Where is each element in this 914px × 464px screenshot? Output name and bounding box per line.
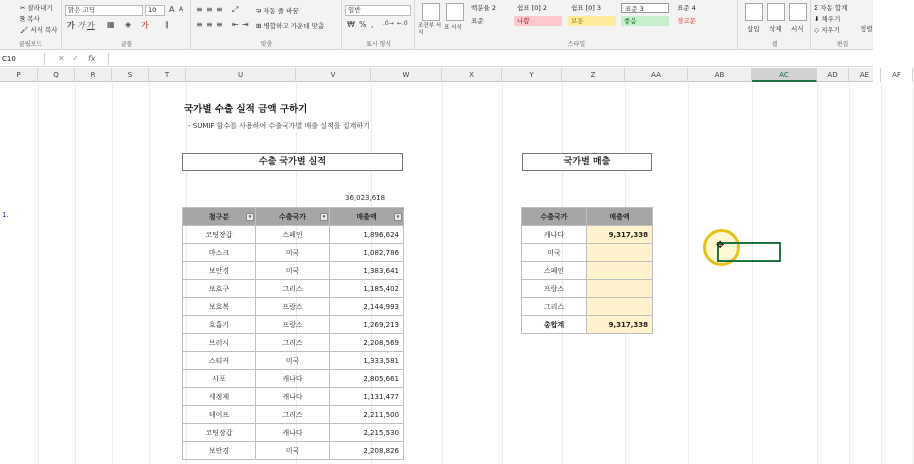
table-cell[interactable]: 9,317,338: [587, 226, 653, 244]
number-format-value: 일반: [348, 6, 361, 14]
table-cell[interactable]: 코팅장갑: [183, 226, 256, 244]
clear-label: 지우기: [821, 26, 840, 34]
table-cell[interactable]: 미국: [256, 442, 330, 460]
left-marker: 1.: [2, 211, 9, 219]
gridline: [112, 83, 113, 464]
sheet-title[interactable]: 국가별 수출 실적 금액 구하기: [184, 104, 308, 115]
country-sales-header: [522, 208, 653, 226]
export-header-cell[interactable]: [330, 208, 404, 226]
fill-label: 채우기: [821, 15, 841, 23]
table-cell[interactable]: 스페인: [256, 226, 330, 244]
sort-button[interactable]: 정렬: [860, 25, 873, 33]
gridline: [752, 83, 753, 464]
table-cell[interactable]: 브러시: [183, 334, 256, 352]
number-group: [343, 0, 415, 50]
column-header[interactable]: T: [149, 68, 186, 82]
table-cell[interactable]: 1,082,786: [330, 244, 404, 262]
formula-input[interactable]: [108, 53, 873, 65]
column-header-row: [0, 68, 901, 82]
table-cell[interactable]: 2,208,569: [330, 334, 404, 352]
table-row: [183, 244, 404, 262]
insert-function-icon[interactable]: fx: [88, 54, 96, 63]
table-cell[interactable]: 보안경: [183, 262, 256, 280]
table-cell[interactable]: 그리스: [256, 406, 330, 424]
table-cell[interactable]: 1,383,641: [330, 262, 404, 280]
table-cell[interactable]: 캐나다: [256, 388, 330, 406]
format-label[interactable]: 서식: [791, 25, 804, 33]
italic-icon[interactable]: 가: [77, 21, 85, 30]
table-cell[interactable]: 세정제: [183, 388, 256, 406]
clear-button[interactable]: ◇ 지우기: [814, 26, 840, 34]
wrap-text-button[interactable]: ⮒ 자동 줄 바꿈: [256, 7, 299, 15]
table-row: [522, 226, 653, 244]
export-header-cell[interactable]: [256, 208, 330, 226]
font-size-dropdown[interactable]: [145, 5, 165, 16]
table-cell[interactable]: 보호구: [183, 280, 256, 298]
export-header-label: 수출국가: [278, 212, 307, 221]
font-color-icon[interactable]: 가: [141, 21, 149, 30]
filter-dropdown-icon[interactable]: ▾: [394, 213, 402, 221]
table-cell[interactable]: 1,269,213: [330, 316, 404, 334]
column-header[interactable]: U: [186, 68, 296, 82]
gridline: [38, 83, 39, 464]
format-painter-button[interactable]: 🖌 서식 복사: [20, 26, 58, 34]
table-cell[interactable]: 보호복: [183, 298, 256, 316]
country-sales-table: [521, 207, 653, 334]
table-row: [183, 442, 404, 460]
font-size-value: 10: [148, 6, 157, 14]
table-row: [183, 406, 404, 424]
table-cell[interactable]: 캐나다: [256, 370, 330, 388]
font-group: [63, 0, 191, 50]
table-row: [183, 424, 404, 442]
gridline: [688, 83, 689, 464]
export-table-header: [183, 208, 404, 226]
enter-icon[interactable]: ✓: [72, 54, 79, 63]
style-cell[interactable]: 쉼표 [0] 2: [514, 3, 562, 13]
column-header[interactable]: W: [371, 68, 442, 82]
table-cell[interactable]: 미국: [256, 244, 330, 262]
align-center-icon[interactable]: ≡: [206, 20, 213, 29]
export-header-label: 매출액: [356, 212, 377, 221]
table-row: [522, 316, 653, 334]
table-cell[interactable]: 1,333,581: [330, 352, 404, 370]
delete-icon[interactable]: [767, 3, 785, 21]
column-header[interactable]: AB: [688, 68, 752, 82]
table-cell[interactable]: 2,208,826: [330, 442, 404, 460]
cells-group: [739, 0, 811, 50]
number-format-dropdown[interactable]: [345, 5, 411, 16]
column-header[interactable]: X: [442, 68, 502, 82]
column-header[interactable]: R: [75, 68, 112, 82]
format-painter-label: 서식 복사: [30, 26, 58, 34]
gridline: [442, 83, 443, 464]
table-row: [183, 334, 404, 352]
style-cell[interactable]: 표준 4: [674, 3, 722, 13]
table-cell[interactable]: 그리스: [256, 280, 330, 298]
gridline: [149, 83, 150, 464]
table-cell[interactable]: 1,185,402: [330, 280, 404, 298]
gridline: [817, 83, 818, 464]
gridline: [75, 83, 76, 464]
table-cell[interactable]: 보안경: [183, 442, 256, 460]
table-row: [522, 244, 653, 262]
align-right-icon[interactable]: ≡: [216, 20, 223, 29]
gridline: [502, 83, 503, 464]
grow-font-icon[interactable]: A: [169, 5, 175, 14]
table-cell[interactable]: 코팅장갑: [183, 424, 256, 442]
table-cell[interactable]: 총합계: [522, 316, 587, 334]
worksheet-grid[interactable]: [0, 83, 873, 464]
style-cell[interactable]: 백분율 2: [468, 3, 516, 13]
autosum-button[interactable]: Σ 자동 합계: [814, 4, 848, 12]
table-cell[interactable]: 호흡기: [183, 316, 256, 334]
gridline: [849, 83, 850, 464]
accounting-icon[interactable]: ₩: [347, 20, 355, 29]
column-header[interactable]: P: [0, 68, 38, 82]
orientation-icon[interactable]: ⤢: [232, 5, 239, 14]
insert-label[interactable]: 삽입: [747, 25, 760, 33]
table-cell[interactable]: [587, 298, 653, 316]
column-header[interactable]: S: [112, 68, 149, 82]
conditional-format-label[interactable]: 조건부 서식: [418, 23, 442, 36]
export-table: [182, 207, 404, 460]
editing-group-label: 편집: [836, 41, 849, 48]
table-row: [183, 316, 404, 334]
insert-icon[interactable]: [745, 3, 763, 21]
font-name-dropdown[interactable]: [65, 5, 143, 16]
cut-button[interactable]: ✂ 잘라내기: [20, 4, 53, 12]
table-row: [183, 370, 404, 388]
table-cell[interactable]: 그리스: [522, 298, 587, 316]
delete-label[interactable]: 삭제: [769, 25, 782, 33]
table-cell[interactable]: 2,805,661: [330, 370, 404, 388]
column-header[interactable]: AE: [849, 68, 881, 82]
align-middle-icon[interactable]: ≡: [206, 5, 213, 14]
clipboard-group-label: 클립보드: [18, 41, 43, 48]
number-group-label: 표시 형식: [365, 41, 392, 48]
left-box-title[interactable]: 수출 국가별 실적: [182, 153, 403, 171]
table-cell[interactable]: 테이프: [183, 406, 256, 424]
table-cell[interactable]: 프랑스: [256, 316, 330, 334]
table-cell[interactable]: 캐나다: [522, 226, 587, 244]
table-cell[interactable]: 미국: [522, 244, 587, 262]
alignment-group: [192, 0, 342, 50]
column-header[interactable]: Z: [562, 68, 625, 82]
merge-center-label: 병합하고 가운데 맞춤: [263, 22, 325, 30]
merge-center-button[interactable]: ⊞ 병합하고 가운데 맞춤: [256, 22, 325, 30]
table-cell[interactable]: [587, 280, 653, 298]
styles-group: [416, 0, 738, 50]
sales-header-cell[interactable]: 수출국가: [522, 208, 587, 226]
style-cell[interactable]: 나쁨: [514, 16, 562, 26]
indent-increase-icon[interactable]: ⇥: [242, 20, 249, 29]
table-cell[interactable]: 프랑스: [256, 298, 330, 316]
table-row: [522, 280, 653, 298]
table-cell[interactable]: 1,131,477: [330, 388, 404, 406]
table-cell[interactable]: 스티커: [183, 352, 256, 370]
table-row: [183, 280, 404, 298]
autosum-label: 자동 합계: [820, 4, 848, 12]
table-cell[interactable]: 미국: [256, 352, 330, 370]
align-top-icon[interactable]: ≡: [196, 5, 203, 14]
font-name-value: 맑은 고딕: [68, 6, 96, 14]
style-cell[interactable]: 표준 3: [621, 3, 669, 13]
style-cell[interactable]: 좋음: [621, 16, 669, 26]
cut-label: 잘라내기: [27, 4, 53, 12]
font-group-label: 글꼴: [120, 41, 133, 48]
column-header[interactable]: AA: [625, 68, 688, 82]
selected-cell[interactable]: [717, 242, 781, 262]
sales-header-cell[interactable]: 매출액: [587, 208, 653, 226]
percent-icon[interactable]: %: [359, 20, 367, 29]
copy-button[interactable]: ⎘ 복사: [20, 15, 40, 23]
table-row: [183, 352, 404, 370]
wrap-text-label: 자동 줄 바꿈: [263, 7, 299, 15]
bold-icon[interactable]: 가: [67, 21, 75, 30]
border-icon[interactable]: ▦: [107, 20, 115, 29]
table-cell[interactable]: 그리스: [256, 334, 330, 352]
table-cell[interactable]: 9,317,338: [587, 316, 653, 334]
underline-icon[interactable]: 가: [87, 21, 95, 30]
styles-group-label: 스타일: [567, 41, 586, 48]
export-header-label: 철구분: [208, 212, 230, 221]
table-cell[interactable]: 사포: [183, 370, 256, 388]
style-cell[interactable]: 경고문: [674, 16, 722, 26]
sheet-subtitle[interactable]: - SUMIF 함수를 사용하여 수출국가별 매출 실적을 집계하기: [188, 122, 370, 130]
cancel-icon[interactable]: ✕: [58, 54, 65, 63]
table-row: [183, 262, 404, 280]
editing-group: [812, 0, 873, 50]
column-header[interactable]: AF: [881, 68, 913, 82]
column-header[interactable]: V: [296, 68, 371, 82]
column-header[interactable]: AD: [817, 68, 849, 82]
style-cell[interactable]: 표준: [468, 16, 516, 26]
column-header[interactable]: Y: [502, 68, 562, 82]
align-left-icon[interactable]: ≡: [196, 20, 203, 29]
table-row: [183, 388, 404, 406]
cells-group-label: 셀: [771, 41, 778, 48]
column-header[interactable]: AC: [752, 68, 817, 82]
align-bottom-icon[interactable]: ≡: [216, 5, 223, 14]
table-row: [522, 262, 653, 280]
table-row: [522, 298, 653, 316]
table-format-icon[interactable]: [446, 3, 464, 21]
fill-button[interactable]: ⬇ 채우기: [814, 15, 841, 23]
phonetic-icon[interactable]: ㅒ: [163, 21, 171, 30]
shrink-font-icon[interactable]: A: [179, 6, 184, 13]
indent-decrease-icon[interactable]: ⇤: [232, 20, 239, 29]
table-row: [183, 298, 404, 316]
cell-cursor-icon: ✥: [716, 240, 725, 251]
right-box-title[interactable]: 국가별 매출: [522, 153, 652, 171]
table-cell[interactable]: 마스크: [183, 244, 256, 262]
table-cell[interactable]: 프랑스: [522, 280, 587, 298]
table-format-label[interactable]: 표 서식: [444, 25, 462, 31]
total-above-value[interactable]: 36,023,618: [345, 194, 386, 202]
name-box[interactable]: C10: [0, 53, 45, 65]
table-row: [183, 226, 404, 244]
filter-dropdown-icon[interactable]: ▾: [246, 213, 254, 221]
copy-label: 복사: [27, 15, 40, 23]
fill-color-icon[interactable]: ◈: [125, 20, 132, 29]
table-cell[interactable]: 2,144,993: [330, 298, 404, 316]
table-cell[interactable]: 캐나다: [256, 424, 330, 442]
decrease-decimal-icon[interactable]: ←.0: [397, 20, 408, 27]
table-cell[interactable]: 2,211,500: [330, 406, 404, 424]
comma-icon[interactable]: ,: [371, 20, 374, 29]
conditional-format-icon[interactable]: [422, 3, 440, 21]
table-cell[interactable]: [587, 244, 653, 262]
formula-bar: [0, 51, 873, 67]
table-cell[interactable]: 미국: [256, 262, 330, 280]
ribbon: [0, 0, 873, 50]
table-cell[interactable]: 2,215,530: [330, 424, 404, 442]
alignment-group-label: 맞춤: [260, 41, 273, 48]
increase-decimal-icon[interactable]: .0→: [383, 20, 394, 27]
style-cell[interactable]: 쉼표 [0] 3: [568, 3, 616, 13]
table-cell[interactable]: 1,896,624: [330, 226, 404, 244]
clipboard-group: [0, 0, 62, 50]
column-header[interactable]: Q: [38, 68, 75, 82]
filter-dropdown-icon[interactable]: ▾: [320, 213, 328, 221]
table-cell[interactable]: [587, 262, 653, 280]
export-header-cell[interactable]: [183, 208, 256, 226]
gridline: [881, 83, 882, 464]
table-cell[interactable]: 스페인: [522, 262, 587, 280]
style-cell[interactable]: 보통: [568, 16, 616, 26]
format-icon[interactable]: [789, 3, 807, 21]
